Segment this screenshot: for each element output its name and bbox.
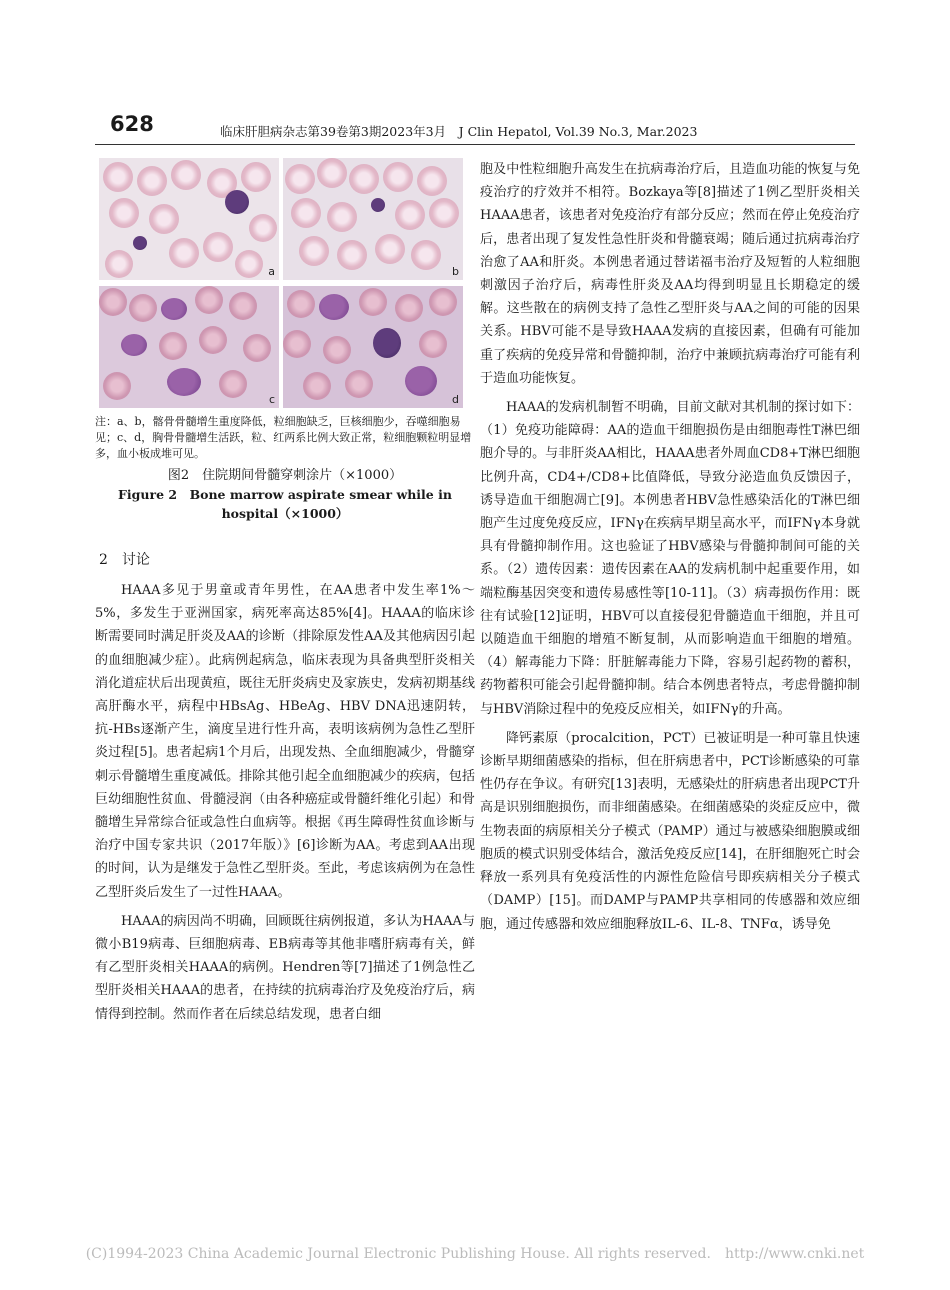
running-head: 临床肝胆病杂志第39卷第3期2023年3月 J Clin Hepatol, Vol.39 No.3, Mar.2023 [220,124,698,139]
figure-caption-en: Figure 2 Bone marrow aspirate smear while in hospital（×1000） [118,487,452,521]
panel-label-b: b [452,265,459,278]
panel-label-d: d [452,393,459,406]
right-paragraph: HAAA的发病机制暂不明确，目前文献对其机制的探讨如下：（1）免疫功能障碍：AA的造血干细胞损伤是由细胞毒性T淋巴细胞介导的。与非肝炎AA相比，HAAA患者外周血CD8+T淋巴细胞比例升高，CD4+/CD8+比值降低，导致分泌造血负反馈因子，诱导造血干细胞凋亡[9]。本例患者HBV急性感染活化的T淋巴细胞产生过度免疫反应，IFNγ在疾病早期呈高水平，而IFNγ本身就具有骨髓抑制作用。这也验证了HBV感染与骨髓抑制间可能的关系。（2）遗传因素：遗传因素在AA的发病机制中起重要作用，如端粒酶基因突变和遗传易感性等[10-11]。（3）病毒损伤作用：既往有试验[12]证明，HBV可以直接侵犯骨髓造血干细胞，并且可以随造血干细胞的增殖不断复制，从而影响造血干细胞的增殖。（4）解毒能力下降：肝脏解毒能力下降，容易引起药物的蓄积，药物蓄积可能会引起骨髓抑制。结合本例患者特点，考虑骨髓抑制与HBV消除过程中的免疫反应相关，如IFNγ的升高。 [480,400,860,717]
figure-panel-c [99,286,279,408]
left-paragraph: HAAA多见于男童或青年男性，在AA患者中发生率1%～5%，多发生于亚洲国家，病死率高达85%[4]。HAAA的临床诊断需要同时满足肝炎及AA的诊断（排除原发性AA及其他病因引起的血细胞减少症）。此病例起病急，临床表现为具备典型肝炎相关消化道症状后出现黄疸，既往无肝炎病史及家族史，发病初期基线高肝酶水平，病程中HBsAg、HBeAg、HBV DNA迅速阴转，抗-HBs逐渐产生，滴度呈进行性升高，表明该病例为急性乙型肝炎过程[5]。患者起病1个月后，出现发热、全血细胞减少，骨髓穿刺示骨髓增生重度减低。排除其他引起全血细胞减少的疾病，包括巨幼细胞性贫血、骨髓浸润（由各种癌症或骨髓纤维化引起）和骨髓增生异常综合征或急性白血病等。根据《再生障碍性贫血诊断与治疗中国专家共识（2017年版）》[6]诊断为AA。考虑到AA出现的时间，认为是继发于急性乙型肝炎。至此，考虑该病例为在急性乙型肝炎后发生了一过性HAAA。 [95,583,475,900]
right-paragraph: 降钙素原（procalcition，PCT）已被证明是一种可靠且快速诊断早期细菌感染的指标，但在肝病患者中，PCT诊断感染的可靠性仍存在争议。有研究[13]表明，无感染灶的肝病患者出现PCT升高是识别细胞损伤，而非细菌感染。在细菌感染的炎症反应中，微生物表面的病原相关分子模式（PAMP）通过与被感染细胞膜或细胞质的模式识别受体结合，激活免疫反应[14]，在肝细胞死亡时会释放一系列具有免疫活性的内源性危险信号即疾病相关分子模式（DAMP）[15]。而DAMP与PAMP共享相同的传感器和效应细胞，通过传感器和效应细胞释放IL-6、IL-8、TNFα，诱导免 [480,730,860,932]
page-header [95,112,855,146]
right-column [480,158,860,936]
figure-panel-a [99,158,279,280]
right-paragraph: 胞及中性粒细胞升高发生在抗病毒治疗后，且造血功能的恢复与免疫治疗的疗效并不相符。Bozkaya等[8]描述了1例乙型肝炎相关HAAA患者，该患者对免疫治疗有部分反应；然而在停止免疫治疗后，患者出现了复发性急性肝炎和骨髓衰竭；随后通过抗病毒治疗治愈了AA和肝炎。本例患者通过替诺福韦治疗及短暂的人粒细胞刺激因子治疗后，病毒性肝炎及AA均得到明显且长期稳定的缓解。这些散在的病例支持了急性乙型肝炎与AA之间的可能的因果关系。HBV可能不是导致HAAA发病的直接因素，但确有可能加重了疾病的免疫异常和骨髓抑制，治疗中兼顾抗病毒治疗可能有利于造血功能恢复。 [480,162,860,386]
section-heading: 2 讨论 [99,552,150,568]
figure-caption-cn: 图2 住院期间骨髓穿刺涂片（×1000） [167,468,403,483]
panel-label-a: a [268,265,275,278]
page-number: 628 [110,112,154,136]
bone-marrow-figure [99,158,469,408]
figure-panel-b [283,158,463,280]
figure-note: 注：a、b，髂骨骨髓增生重度降低，粒细胞缺乏，巨核细胞少，吞噬细胞易见；c、d，胸骨骨髓增生活跃，粒、红两系比例大致正常，粒细胞颗粒明显增多，血小板成堆可见。 [95,415,472,460]
copyright-footer: (C)1994-2023 China Academic Journal Electronic Publishing House. All rights reserved. http://www.cnki.net [85,1246,865,1262]
figure-panel-d [283,286,463,408]
left-column [95,158,475,1026]
header-rule [95,144,855,145]
left-paragraph: HAAA的病因尚不明确，回顾既往病例报道，多认为HAAA与微小B19病毒、巨细胞病毒、EB病毒等其他非嗜肝病毒有关，鲜有乙型肝炎相关HAAA的病例。Hendren等[7]描述了1例急性乙型肝炎相关HAAA的患者，在持续的抗病毒治疗及免疫治疗后，病情得到控制。然而作者在后续总结发现，患者白细 [95,913,475,1022]
panel-label-c: c [268,393,275,406]
